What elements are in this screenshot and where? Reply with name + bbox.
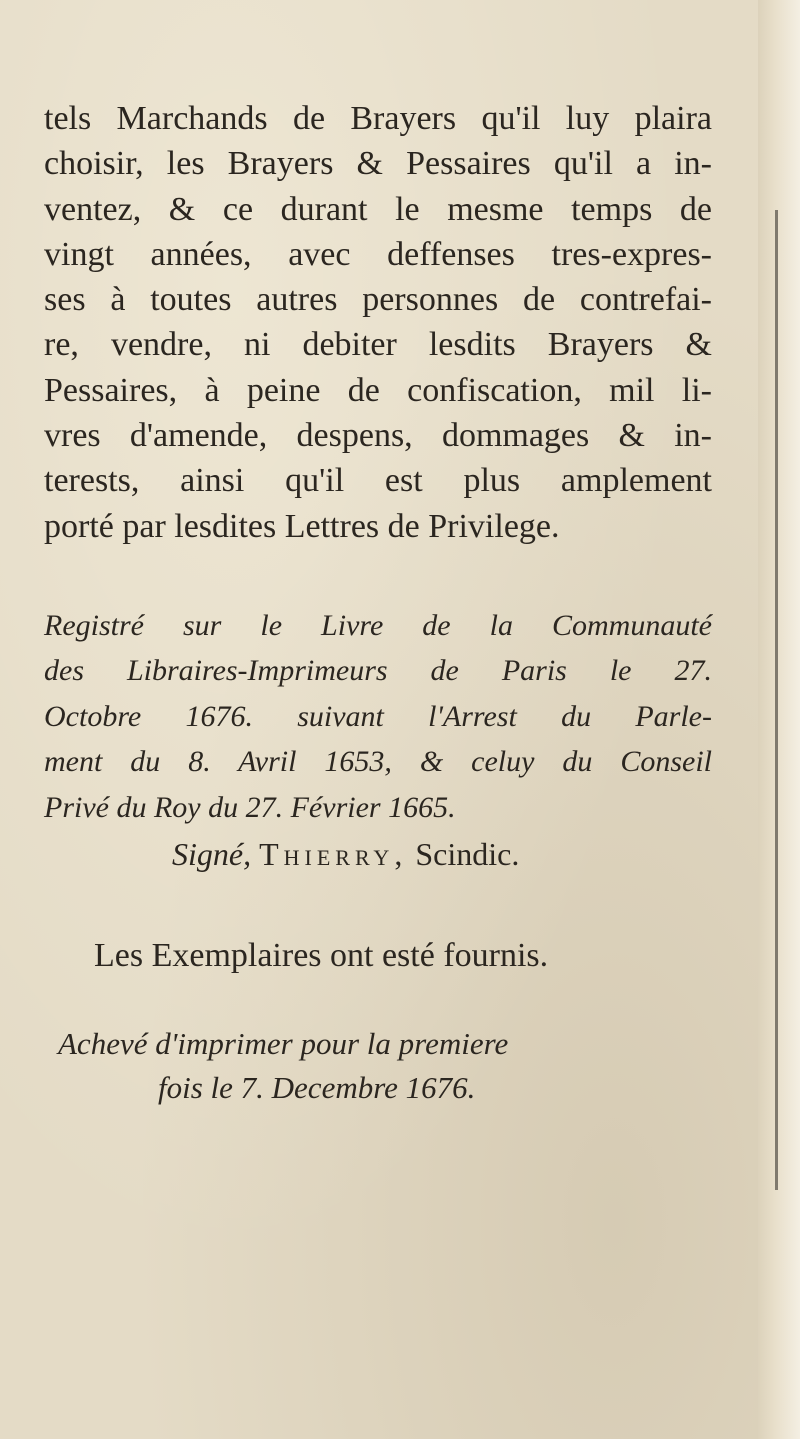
- copies-notice: Les Exemplaires ont esté fournis.: [94, 936, 549, 974]
- privilege-line: porté par lesdites Lettres de Privilege.: [44, 507, 560, 545]
- registration-paragraph: [44, 603, 712, 830]
- privilege-line: vingt années, avec deffenses tres-expres-: [44, 235, 712, 273]
- privilege-line: Pessaires, à peine de confiscation, mil li-: [44, 371, 712, 409]
- privilege-line: terests, ainsi qu'il est plus amplement: [44, 462, 712, 500]
- page-gutter: [758, 0, 800, 1439]
- signer-title: Scindic.: [415, 835, 520, 872]
- privilege-line: ventez, & ce durant le mesme temps de: [44, 190, 712, 228]
- privilege-line: vres d'amende, despens, dommages & in-: [44, 417, 712, 455]
- signed-label: Signé,: [172, 835, 252, 872]
- privilege-line: choisir, les Brayers & Pessaires qu'il a in-: [44, 145, 712, 183]
- registration-line: Registré sur le Livre de la Communauté: [44, 608, 712, 642]
- colophon-line: fois le 7. Decembre 1676.: [158, 1069, 476, 1105]
- signer-name: Thierry,: [259, 835, 408, 872]
- registration-line: Privé du Roy du 27. Février 1665.: [44, 790, 456, 824]
- colophon-line: Achevé d'imprimer pour la premiere: [58, 1025, 509, 1061]
- privilege-paragraph: [44, 96, 712, 549]
- registration-line: ment du 8. Avril 1653, & celuy du Conseil: [44, 745, 712, 779]
- page-text: [44, 96, 712, 1110]
- signature-line: [44, 832, 712, 876]
- colophon: [44, 1022, 712, 1110]
- binding-shadow: [775, 210, 778, 1190]
- privilege-line: ses à toutes autres personnes de contrefai-: [44, 281, 712, 319]
- registration-line: des Libraires-Imprimeurs de Paris le 27.: [44, 654, 712, 688]
- registration-line: Octobre 1676. suivant l'Arrest du Parle-: [44, 699, 712, 733]
- privilege-line: re, vendre, ni debiter lesdits Brayers &: [44, 326, 712, 364]
- privilege-line: tels Marchands de Brayers qu'il luy plaira: [44, 100, 712, 137]
